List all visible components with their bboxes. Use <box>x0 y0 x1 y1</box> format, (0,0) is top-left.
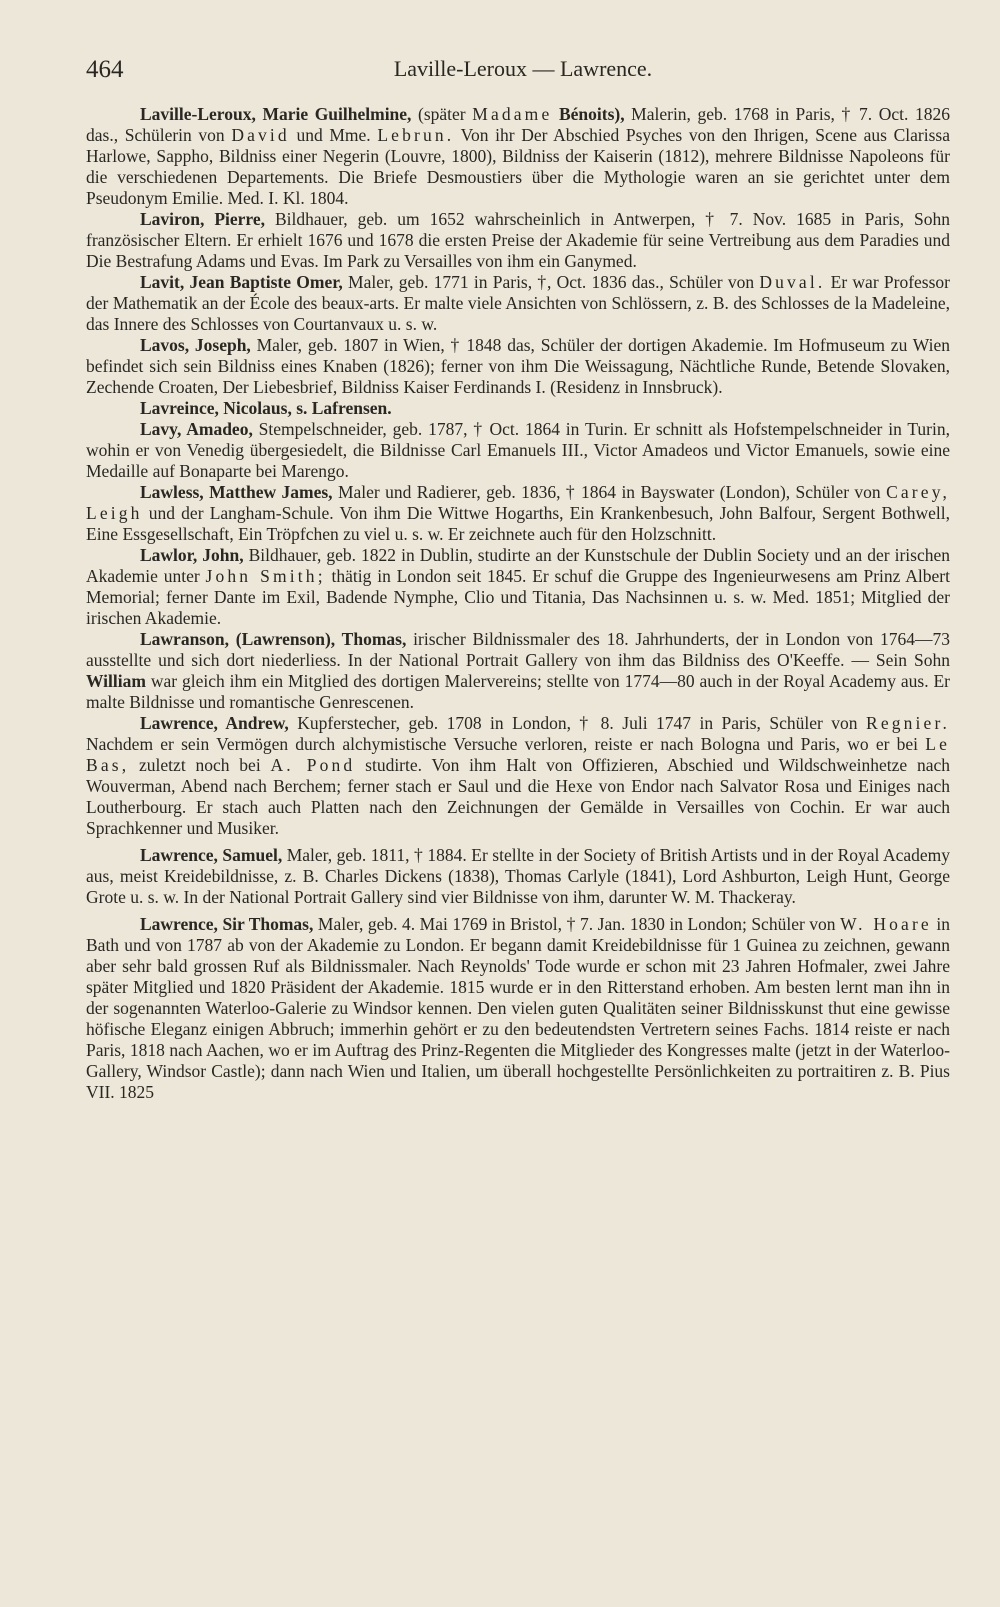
spaced-name: Leigh <box>86 503 143 523</box>
spaced-name: David <box>231 125 290 145</box>
dictionary-entry <box>86 482 950 545</box>
entry-headword: Lawrence, Samuel, <box>140 845 283 865</box>
entry-text: Nachdem er sein Vermögen durch alchymistische Versuche verloren, reiste er nach Bologna und Paris, wo er bei <box>86 734 926 754</box>
entry-headword: Laviron, Pierre, <box>140 209 266 229</box>
spaced-name: Le Bas, <box>86 734 950 775</box>
dictionary-entry <box>86 335 950 398</box>
spaced-name: Regnier. <box>866 713 951 733</box>
entry-text: zuletzt noch bei <box>129 755 271 775</box>
entry-headword: Lawrence, Andrew, <box>140 713 289 733</box>
entry-headword: Lawlor, John, <box>140 545 244 565</box>
entry-headword: Lawranson, (Lawrenson), Thomas, <box>140 629 407 649</box>
entry-text: Er war Professor der Mathematik an der École des beaux-arts. Er malte viele Ansichten von Schlössern, z. B. des Schlosses de la Madeleine, das Innere des Schlosses von Courtanvaux u. s. w. <box>86 272 951 334</box>
spaced-name: Lebrun. <box>377 125 455 145</box>
spaced-name: W. Hoare <box>840 914 932 934</box>
entry-text: Bildhauer, geb. um 1652 wahrscheinlich in Antwerpen, † 7. Nov. 1685 in Paris, Sohn französischer Eltern. Er erhielt 1676 und 1678 die ersten Preise der Akademie für seine Vertreibung aus dem Paradies und Die Bestrafung Adams und Evas. Im Park zu Versailles von ihm ein Ganymed. <box>86 209 950 271</box>
entry-text: Bildhauer, geb. 1822 in Dublin, studirte an der Kunstschule der Dublin Society und an der irischen Akademie unter <box>86 545 950 586</box>
entry-headword: Lavy, Amadeo, <box>140 419 253 439</box>
entry-text: Malerin, geb. 1768 in Paris, † 7. Oct. 1826 das., Schülerin von <box>86 104 950 145</box>
dictionary-entry <box>86 545 950 629</box>
entry-headword: Lavit, Jean Baptiste Omer, <box>140 272 343 292</box>
bold-name: Bénoits), <box>558 104 625 124</box>
dictionary-entry <box>86 914 950 1103</box>
dictionary-entry <box>86 209 950 272</box>
entry-text: Maler, geb. 1771 in Paris, †, Oct. 1836 das., Schüler von <box>342 272 760 292</box>
entry-headword: Lawless, Matthew James, <box>140 482 333 502</box>
entry-text: studirte. Von ihm Halt von Offizieren, Abschied und Wildschweinhetze nach Wouverman, Abend nach Berchem; ferner stach er Saul und die Hexe von Endor nach Salvator Rosa und Einiges nach Loutherbourg. Er stach auch Platten nach den Zeichnungen der Gemälde in Versailles von Cochin. Er war auch Sprachkenner und Musiker. <box>86 755 951 838</box>
entry-text: Maler, geb. 4. Mai 1769 in Bristol, † 7. Jan. 1830 in London; Schüler von <box>313 914 841 934</box>
dictionary-entry <box>86 713 950 839</box>
spaced-name: John Smith; <box>205 566 326 586</box>
entry-text: Maler, geb. 1807 in Wien, † 1848 das, Schüler der dortigen Akademie. Im Hofmuseum zu Wien befindet sich sein Bildniss eines Knaben (1826); ferner von ihm Die Weissagung, Nächtliche Runde, Betende Slovaken, Zechende Croaten, Der Liebesbrief, Bildniss Kaiser Ferdinands I. (Residenz in Innsbruck). <box>86 335 950 397</box>
entry-text: und der Langham-Schule. Von ihm Die Wittwe Hogarths, Ein Krankenbesuch, John Balfour, Sergent Bothwell, Eine Essgesellschaft, Ein Tröpfchen zu viel u. s. w. Er zeichnete auch für den Holzschnitt. <box>86 503 950 544</box>
entry-text: Maler und Radierer, geb. 1836, † 1864 in Bayswater (London), Schüler von <box>332 482 887 502</box>
spaced-name: Madame <box>472 104 553 124</box>
entry-text: thätig in London seit 1845. Er schuf die Gruppe des Ingenieurwesens am Prinz Albert Memorial; ferner Dante im Exil, Badende Nymphe, Clio und Titania, Das Nachsinnen u. s. w. Med. 1851; Mitglied der irischen Akademie. <box>86 566 950 628</box>
dictionary-entry <box>86 845 950 908</box>
entry-headword: Lawrence, Sir Thomas, <box>140 914 314 934</box>
entry-text: Stempelschneider, geb. 1787, † Oct. 1864 in Turin. Er schnitt als Hofstempelschneider in Turin, wohin er von Venedig übergesiedelt, die Bildnisse Carl Emanuels III., Victor Amadeos und Victor Emanuels, sowie eine Medaille auf Bonaparte bei Marengo. <box>86 419 950 481</box>
entry-text: irischer Bildnissmaler des 18. Jahrhunderts, der in London von 1764—73 ausstellte und sich dort niederliess. In der National Portrait Gallery von ihm das Bildniss des O'Keeffe. — Sein Sohn <box>86 629 951 670</box>
entry-headword: Laville-Leroux, Marie Guilhelmine, <box>140 104 412 124</box>
spaced-name: Carey, <box>886 482 950 502</box>
entry-text: war gleich ihm ein Mitglied des dortigen Malervereins; stellte von 1774—80 auch in der Royal Academy aus. Er malte Bildnisse und romantische Genrescenen. <box>86 671 950 712</box>
dictionary-entry <box>86 629 950 713</box>
entry-text <box>552 104 559 124</box>
entry-text: Von ihr Der Abschied Psyches von den Ihrigen, Scene aus Clarissa Harlowe, Sappho, Bildniss einer Negerin (Louvre, 1800), Bildniss der Kaiserin (1812), mehrere Bildnisse Napoleons für die verschiedenen Departements. Die Briefe Desmoustiers über die Mythologie waren an sie gerichtet unter dem Pseudonym Emilie. Med. I. Kl. 1804. <box>86 125 950 208</box>
spaced-name: A. Pond <box>270 755 356 775</box>
entry-headword: Lavos, Joseph, <box>140 335 251 355</box>
entry-headword: Lavreince, Nicolaus, s. Lafrensen. <box>140 398 392 418</box>
dictionary-entry <box>86 398 950 419</box>
entry-text: Maler, geb. 1811, † 1884. Er stellte in der Society of British Artists und in der Royal Academy aus, meist Kreidebildnisse, z. B. Charles Dickens (1838), Thomas Carlyle (1841), Lord Ashburton, Leigh Hunt, George Grote u. s. w. In der National Portrait Gallery sind vier Bildnisse von ihm, darunter W. M. Thackeray. <box>86 845 950 907</box>
bold-name: William <box>86 671 146 691</box>
dictionary-entry <box>86 419 950 482</box>
running-head: Laville-Leroux — Lawrence. <box>393 56 653 81</box>
dictionary-entry <box>86 104 950 209</box>
spaced-name: Duval. <box>759 272 826 292</box>
dictionary-entries <box>86 104 950 1103</box>
entry-text: in Bath und von 1787 ab von der Akademie zu London. Er begann damit Kreidebildnisse für 1 Guinea zu zeichnen, gewann aber sehr bald grossen Ruf als Bildnissmaler. Nach Reynolds' Tode wurde er schon mit 23 Jahren Hofmaler, zwei Jahre später Mitglied und 1820 Präsident der Akademie. 1815 wurde er in den Ritterstand erhoben. Am besten lernt man ihn in der sogenannten Waterloo-Galerie zu Windsor kennen. Den vielen guten Qualitäten seiner Bildnisskunst thut eine gewisse höfische Eleganz einigen Abbruch; immerhin gehört er zu den bedeutendsten Vertretern seines Fachs. 1814 reiste er nach Paris, 1818 nach Aachen, wo er im Auftrag des Prinz-Regenten die Mitglieder des Kongresses malte (jetzt in der Waterloo-Gallery, Windsor Castle); dann nach Wien und Italien, um überall hochgestellte Persönlichkeiten zu portraitiren z. B. Pius VII. 1825 <box>86 914 950 1102</box>
entry-text: und Mme. <box>289 125 378 145</box>
page-header <box>86 52 960 92</box>
entry-text: (später <box>411 104 473 124</box>
dictionary-entry <box>86 272 950 335</box>
page-number: 464 <box>86 56 124 83</box>
entry-text: Kupferstecher, geb. 1708 in London, † 8. Juli 1747 in Paris, Schüler von <box>288 713 866 733</box>
